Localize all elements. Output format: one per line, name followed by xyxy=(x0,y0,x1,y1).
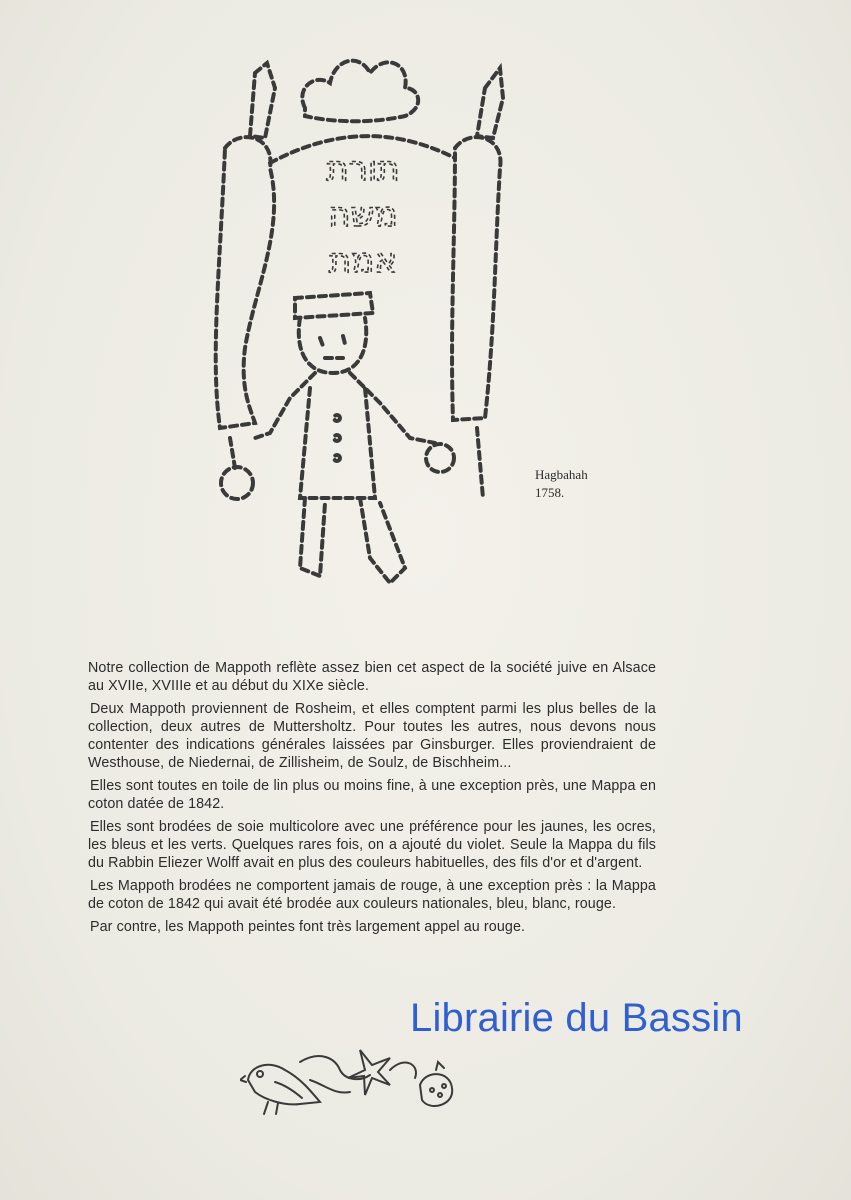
watermark-text: Librairie du Bassin xyxy=(410,996,743,1040)
hagbahah-drawing-icon xyxy=(195,28,505,598)
paragraph-3: Elles sont toutes en toile de lin plus ou moins fine, à une exception près, une Mappa en coton datée de 1842. xyxy=(88,778,656,812)
caption-title: Hagbahah xyxy=(535,467,588,482)
paragraph-5: Les Mappoth brodées ne comportent jamais de rouge, à une exception près : la Mappa de coton de 1842 qui avait été brodée aux couleurs nationales, bleu, blanc, rouge. xyxy=(88,878,656,912)
hebrew-line-1: תורת xyxy=(326,149,400,189)
hebrew-line-2: משה xyxy=(328,195,398,235)
paragraph-4: Elles sont brodées de soie multicolore avec une préférence pour les jaunes, les ocres, les bleus et les verts. Quelques rares fois, on a ajouté du violet. Seule la Mappa du fils du Rabbin Eliezer Wolff avait en plus des couleurs habituelles, des fils d'or et d'argent. xyxy=(88,819,656,871)
figure-caption xyxy=(535,466,588,502)
paragraph-2: Deux Mappoth proviennent de Rosheim, et elles comptent parmi les plus belles de la collection, deux autres de Muttersholtz. Pour toutes les autres, nous devons nous contenter des indications générales laissées par Ginsburger. Elles proviendraient de Westhouse, de Niedernai, de Zillisheim, de Soulz, de Bischheim... xyxy=(88,701,656,771)
bird-flower-ornament-icon xyxy=(240,1040,460,1120)
paragraph-1: Notre collection de Mappoth reflète assez bien cet aspect de la société juive en Alsace au XVIIe, XVIIIe et au début du XIXe siècle. xyxy=(88,660,656,694)
caption-year: 1758. xyxy=(535,485,565,500)
paragraph-6: Par contre, les Mappoth peintes font très largement appel au rouge. xyxy=(90,919,526,935)
body-text xyxy=(88,659,656,941)
hebrew-line-3: אמת xyxy=(328,241,398,281)
